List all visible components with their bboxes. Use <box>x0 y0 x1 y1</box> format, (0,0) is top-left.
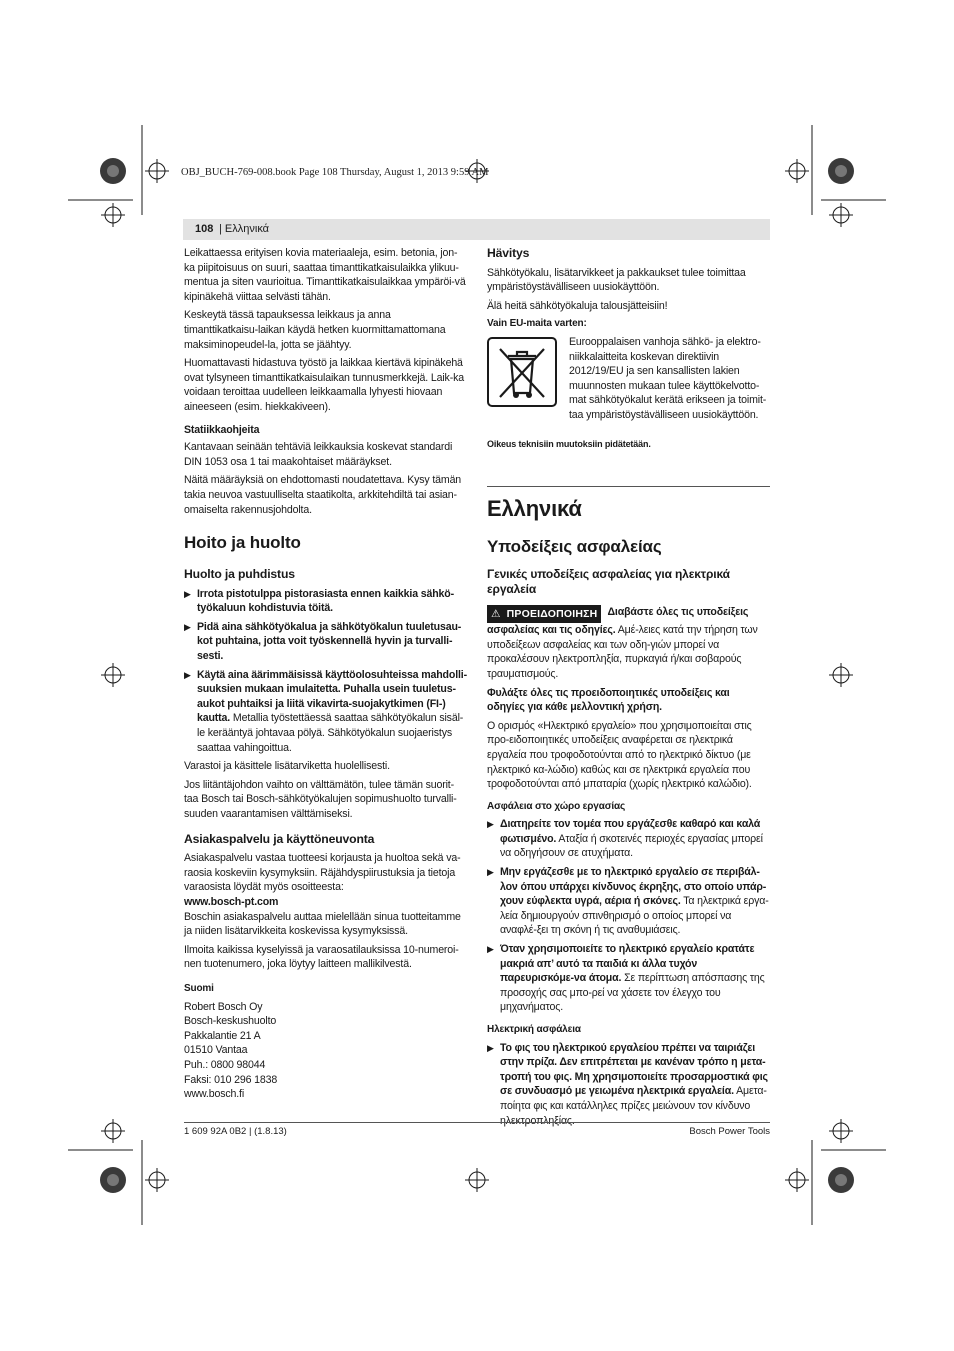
technical-changes-note: Oikeus teknisiin muutoksiin pidätetään. <box>487 438 651 449</box>
address-line: Robert Bosch Oy <box>184 1000 263 1013</box>
left-column <box>184 246 467 1102</box>
country-heading: Suomi <box>184 982 214 994</box>
address-block <box>184 1000 467 1102</box>
address-line: Puh.: 0800 98044 <box>184 1058 266 1071</box>
crosshair-right-3-icon <box>829 1119 853 1143</box>
page-header <box>183 219 770 240</box>
list-item: ▶ Διατηρείτε τον τομέα που εργάζεσθε καθαρό και καλά φωτισμένο. Αταξία ή σκοτεινές περιοχές εργασίας μπορεί να οδηγήσουν σε ατυχήματα. <box>487 818 763 860</box>
service-heading: Asiakaspalvelu ja käyttöneuvonta <box>184 831 375 846</box>
crosshair-right-2-icon <box>829 663 853 687</box>
warning-block: ⚠ ΠΡΟΕΙΔΟΠΟΙΗΣΗ Διαβάστε όλες τις υποδείξεις ασφαλείας και τις οδηγίες. Αμέ-λειες κατά την τήρηση των υποδείξεων ασφαλείας και των οδη-γιών μπορεί να προκαλέσουν ηλεκτροπληξία, πυρκαγιά ή/και σοβαρούς τραυματισμούς. <box>487 605 758 680</box>
bullet-arrow-icon: ▶ <box>184 621 191 632</box>
paragraph: Leikattaessa erityisen kovia materiaaleja, esim. betonia, jon-ka piipitoisuus on suuri, saattaa timanttikatkaisulaikka ylikuu-mentua ja siten vaurioitua. Timanttikatkaisulaikkaa ympäröi-vä kipinäkehä viittaa selvästi tähän. <box>184 247 466 303</box>
crosshair-left-1-icon <box>101 203 125 227</box>
crosshair-bottom-left-icon <box>145 1168 169 1192</box>
section-divider <box>487 486 770 487</box>
bullet-arrow-icon: ▶ <box>487 944 494 955</box>
list-item: ▶ Pidä aina sähkötyökalua ja sähkötyökalun tuuletusau-kot puhtaina, jotta voit työskennellä hyvin ja turvalli-sesti. <box>184 620 462 663</box>
paragraph: Keskeytä tässä tapauksessa leikkaus ja anna timanttikatkaisu-laikan käydä hetken kuormittamattomana maksiminopeudel-la, jotta se jäähtyy. <box>184 309 446 351</box>
maintenance-heading: Hoito ja huolto <box>184 533 301 553</box>
workplace-heading: Ασφάλεια στο χώρο εργασίας <box>487 800 626 812</box>
paragraph: Varastoi ja käsittele lisätarviketta huolellisesti. <box>184 760 390 773</box>
header-language: | Ελληνικά <box>219 223 270 235</box>
crosshair-left-3-icon <box>101 1119 125 1143</box>
paragraph: Φυλάξτε όλες τις προειδοποιητικές υποδείξεις και οδηγίες για κάθε μελλοντική χρήση. <box>487 686 730 714</box>
address-line: Bosch-keskushuolto <box>184 1015 277 1028</box>
greek-general-heading: Γενικές υποδείξεις ασφαλείας για ηλεκτρικά εργαλεία <box>487 566 730 596</box>
address-line: 01510 Vantaa <box>184 1044 248 1057</box>
address-line: Pakkalantie 21 A <box>184 1029 261 1042</box>
paragraph: Ilmoita kaikissa kyselyissä ja varaosatilauksissa 10-numeroi-nen tuotenumero, joka löytyy laitteen mallikilvestä. <box>184 943 459 971</box>
list-item: ▶ Όταν χρησιμοποιείτε το ηλεκτρικό εργαλείο κρατάτε μακριά απ’ αυτό τα παιδιά κι άλλα τυχόν παρευρισκόμε-να άτομα. Σε περίπτωση απόσπασης της προσοχής σας μπο-ρεί να χάσετε τον έλεγχο του μηχανήματος. <box>487 943 765 1014</box>
right-column <box>487 246 770 1132</box>
paragraph: Huomattavasti hidastuva työstö ja laikkaa kiertävä kipinäkehä ovat tylsyneen timanttikatkaisulaikan tunnusmerkkejä. Laik-ka voidaan teroittaa uudelleen leikkaamalla lyhyesti hiovaan aineeseen (esim. hiekkakiveen). <box>184 357 464 413</box>
crosshair-top-left-icon <box>145 159 169 183</box>
eu-weee-block <box>487 335 770 427</box>
greek-section-title: Ελληνικά <box>487 495 582 521</box>
crosshair-top-right-icon <box>785 159 809 183</box>
footer-divider <box>184 1122 770 1123</box>
page-number: 108 <box>195 223 214 235</box>
list-item: ▶ Μην εργάζεσθε με το ηλεκτρικό εργαλείο σε περιβάλ-λον όπου υπάρχει κίνδυνος έκρηξης, στο οποίο υπάρ-χουν εύφλεκτα υγρά, αέρια ή σκόνες. Τα ηλεκτρικά εργα-λεία δημιουργούν σπινθηρισμό ο οποίος μπορεί να αναφλέ-ξει τη σκόνη ή τις αναθυμιάσεις. <box>487 866 769 937</box>
cleaning-heading: Huolto ja puhdistus <box>184 567 295 582</box>
bullet-arrow-icon: ▶ <box>184 669 191 680</box>
address-line: Faksi: 010 296 1838 <box>184 1073 278 1086</box>
eu-heading: Vain EU-maita varten: <box>487 318 587 330</box>
crossed-out-bin-icon <box>487 337 557 407</box>
footer-brand: Bosch Power Tools <box>689 1126 770 1137</box>
list-item: ▶ Käytä aina äärimmäisissä käyttöolosuhteissa mahdolli-suuksien mukaan imulaitetta. Puhalla usein tuuletus-aukot puhtaiksi ja liitä vikavirta-suojakytkimen (FI-) kautta. Metallia työstettäessä saattaa sähkötyökalun sisäl-le kerääntyä johtavaa pölyä. Sähkötyökalun suojaeristys saattaa vahingoittua. <box>184 668 467 754</box>
greek-safety-heading: Υποδείξεις ασφαλείας <box>487 536 662 556</box>
electrical-heading: Ηλεκτρική ασφάλεια <box>487 1024 581 1035</box>
list-item: ▶ Irrota pistotulppa pistorasiasta ennen kaikkia sähkö-työkaluun kohdistuvia töitä. <box>184 587 454 615</box>
warning-badge: ⚠ ΠΡΟΕΙΔΟΠΟΙΗΣΗ <box>487 605 601 624</box>
crosshair-left-2-icon <box>101 663 125 687</box>
paragraph: Kantavaan seinään tehtäviä leikkauksia koskevat standardi DIN 1053 osa 1 tai maakohtaiset määräykset. <box>184 441 453 468</box>
bullet-arrow-icon: ▶ <box>487 819 494 830</box>
footer-part-number: 1 609 92A 0B2 | (1.8.13) <box>184 1126 287 1137</box>
bullet-arrow-icon: ▶ <box>487 867 494 878</box>
paragraph: Näitä määräyksiä on ehdottomasti noudatettava. Kysy tämän takia neuvoa vastuulliselta staatikolta, arkkitehdiltä tai asian-omaiselta rakennusjohdolta. <box>184 474 462 516</box>
book-info-line: OBJ_BUCH-769-008.book Page 108 Thursday, August 1, 2013 9:59 AM <box>181 167 489 178</box>
list-item: ▶ Το φις του ηλεκτρικού εργαλείου πρέπει να ταιριάζει στην πρίζα. Δεν επιτρέπεται με κανέναν τρόπο η μετα-τροπή του φις. Μη χρησιμοποιείτε προσαρμοστικά φις σε συνδυασμό με γειωμένα ηλεκτρικά εργαλεία. Αμετα-ποίητα φις και κατάλληλες πρίζες μειώνουν τον κίνδυνο ηλεκτροπληξίας. <box>487 1041 768 1127</box>
statics-heading: Statiikkaohjeita <box>184 423 260 436</box>
paragraph: Älä heitä sähkötyökaluja talousjätteisiin! <box>487 299 668 312</box>
bullet-arrow-icon: ▶ <box>184 588 191 599</box>
warning-triangle-icon: ⚠ <box>491 607 501 620</box>
paragraph: Ο ορισμός «Ηλεκτρικό εργαλείο» που χρησιμοποιείται στις προ-ειδοποιητικές υποδείξεις αναφέρεται σε ηλεκτρικά εργαλεία που τροφοδοτούνται από το ηλεκτρικό δίκτυο (με ηλεκτρικό κα-λώδιο) καθώς και σε ηλεκτρικά εργαλεία που τροφοδοτούνται από μπαταρία (χωρίς ηλεκτρικό καλώδιο). <box>487 719 752 791</box>
paragraph: Boschin asiakaspalvelu auttaa mielellään sinua tuotteitamme ja niiden lisätarvikkeita koskevissa kysymyksissä. <box>184 910 461 938</box>
service-url[interactable]: www.bosch-pt.com <box>184 895 279 908</box>
address-website[interactable]: www.bosch.fi <box>184 1088 245 1101</box>
crosshair-bottom-right-icon <box>785 1168 809 1192</box>
crosshair-bottom-mid-icon <box>465 1168 489 1192</box>
crosshair-right-1-icon <box>829 203 853 227</box>
paragraph: Jos liitäntäjohdon vaihto on välttämätön, tulee tämän suorit-taa Bosch tai Bosch-sähkötyökalujen sopimushuolto turvalli-suuden vaarantamisen välttämiseksi. <box>184 778 457 820</box>
eu-directive-text: Eurooppalaisen vanhoja sähkö- ja elektro-niikkalaitteita koskevan direktiivin 2012/19/EU ja sen kansallisten lakien muunnosten mukaan tulee käyttökelvotto-mat sähkötyökalut kerätä erikseen ja toimit-taa ympäristöystävälliseen uusiokäyttöön. <box>569 335 767 421</box>
bullet-arrow-icon: ▶ <box>487 1042 494 1053</box>
paragraph: Asiakaspalvelu vastaa tuotteesi korjausta ja huoltoa sekä va-raosia koskeviin kysymyksiin. Räjähdyspiirustuksia ja tietoja varaosista löydät myös osoitteesta: www.bosch-pt.com <box>184 852 461 908</box>
paragraph: Sähkötyökalu, lisätarvikkeet ja pakkaukset tulee toimittaa ympäristöystävälliseen uusiokäyttöön. <box>487 266 746 294</box>
disposal-heading: Hävitys <box>487 246 530 260</box>
